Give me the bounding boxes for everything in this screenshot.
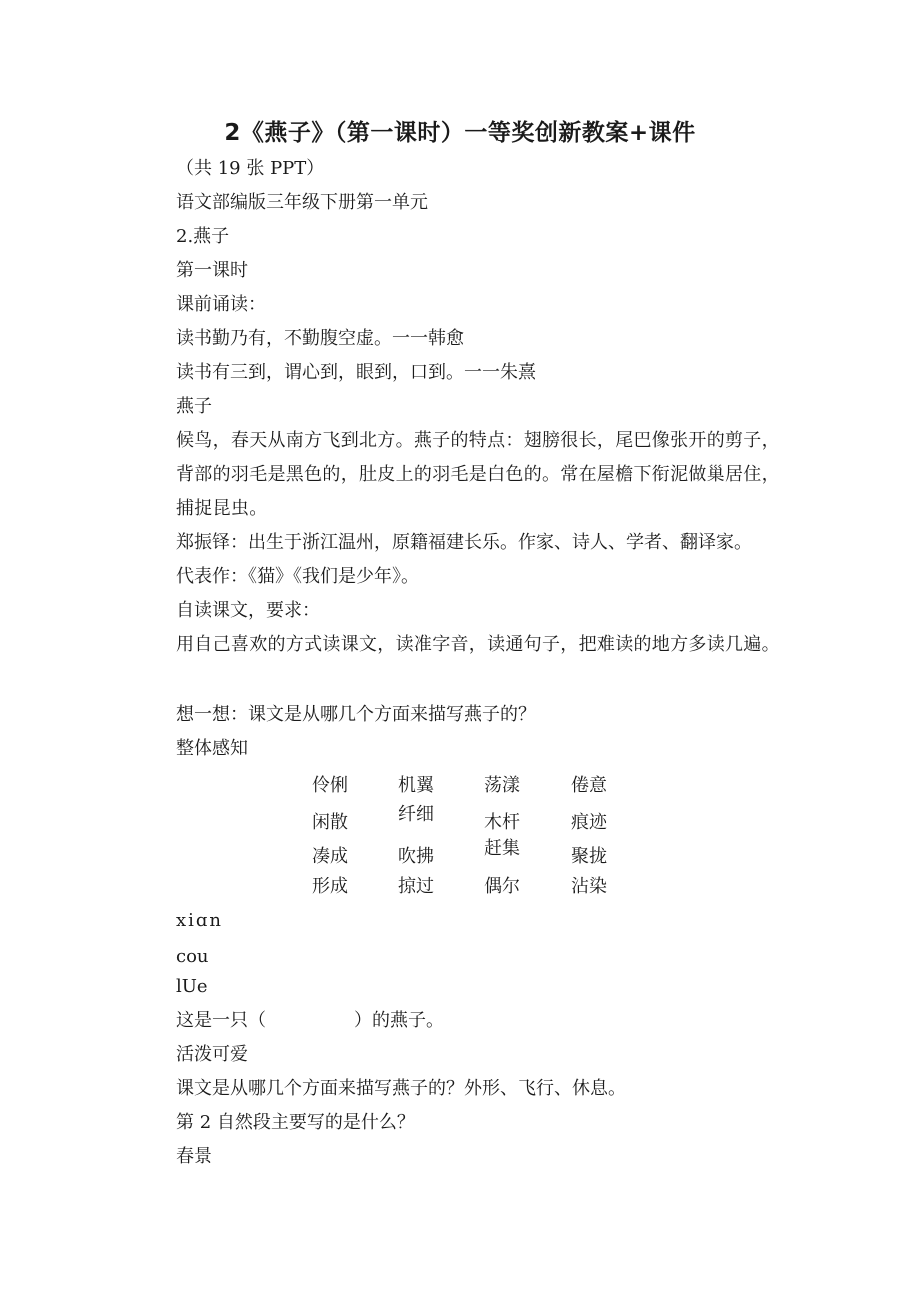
vocab-word: 纤细 bbox=[398, 804, 434, 825]
lesson-period: 第一课时 bbox=[176, 260, 248, 281]
vocab-word: 聚拢 bbox=[571, 846, 607, 867]
paragraph2-question: 第 2 自然段主要写的是什么？ bbox=[176, 1112, 415, 1133]
aspects-answer: 课文是从哪几个方面来描写燕子的？外形、飞行、休息。 bbox=[176, 1078, 626, 1099]
ppt-count: （共 19 张 PPT） bbox=[176, 158, 325, 179]
vocab-word: 倦意 bbox=[571, 775, 607, 796]
vocab-word: 木杆 bbox=[484, 812, 520, 833]
textbook-info: 语文部编版三年级下册第一单元 bbox=[176, 192, 428, 213]
vocab-word: 沾染 bbox=[571, 876, 607, 897]
vocab-word: 痕迹 bbox=[571, 812, 607, 833]
vocab-word: 赶集 bbox=[484, 838, 520, 859]
vocab-word: 伶俐 bbox=[312, 775, 348, 796]
representative-works: 代表作：《猫》《我们是少年》。 bbox=[176, 566, 419, 587]
vocab-word: 凑成 bbox=[312, 846, 348, 867]
quote-zhu-xi: 读书有三到，谓心到，眼到，口到。一一朱熹 bbox=[176, 362, 536, 383]
swallow-description: 候鸟，春天从南方飞到北方。燕子的特点：翅膀很长，尾巴像张开的剪子，背部的羽毛是黑色的，肚皮上的羽毛是白色的。常在屋檐下衔泥做巢居住，捕捉昆虫。 bbox=[176, 430, 780, 519]
vocab-word: 偶尔 bbox=[484, 876, 520, 897]
author-intro: 郑振铎：出生于浙江温州，原籍福建长乐。作家、诗人、学者、翻译家。 bbox=[176, 532, 752, 553]
recite-heading: 课前诵读： bbox=[176, 294, 266, 315]
vocab-word: 形成 bbox=[312, 876, 348, 897]
quote-han-yu: 读书勤乃有，不勤腹空虚。一一韩愈 bbox=[176, 328, 464, 349]
self-read-heading: 自读课文，要求： bbox=[176, 600, 320, 621]
pinyin-xian: xiɑn bbox=[176, 910, 224, 931]
answer-lively: 活泼可爱 bbox=[176, 1044, 248, 1065]
spring-scene: 春景 bbox=[176, 1146, 212, 1167]
pinyin-lue: lUe bbox=[176, 976, 208, 997]
vocab-word: 闲散 bbox=[312, 812, 348, 833]
swallow-heading: 燕子 bbox=[176, 396, 212, 417]
vocab-word: 吹拂 bbox=[398, 846, 434, 867]
vocab-word: 掠过 bbox=[398, 876, 434, 897]
vocab-word: 荡漾 bbox=[484, 775, 520, 796]
vocab-word: 机翼 bbox=[398, 775, 434, 796]
reading-requirement: 用自己喜欢的方式读课文，读准字音，读通句子，把难读的地方多读几遍。 bbox=[176, 634, 780, 655]
overall-heading: 整体感知 bbox=[176, 738, 248, 759]
fill-blank-sentence: 这是一只（ ）的燕子。 bbox=[176, 1010, 444, 1031]
think-question: 想一想：课文是从哪几个方面来描写燕子的？ bbox=[176, 704, 536, 725]
lesson-title: 2.燕子 bbox=[176, 226, 230, 247]
pinyin-cou: cou bbox=[176, 946, 209, 967]
page-title: 2《燕子》（第一课时）一等奖创新教案+课件 bbox=[224, 120, 696, 146]
